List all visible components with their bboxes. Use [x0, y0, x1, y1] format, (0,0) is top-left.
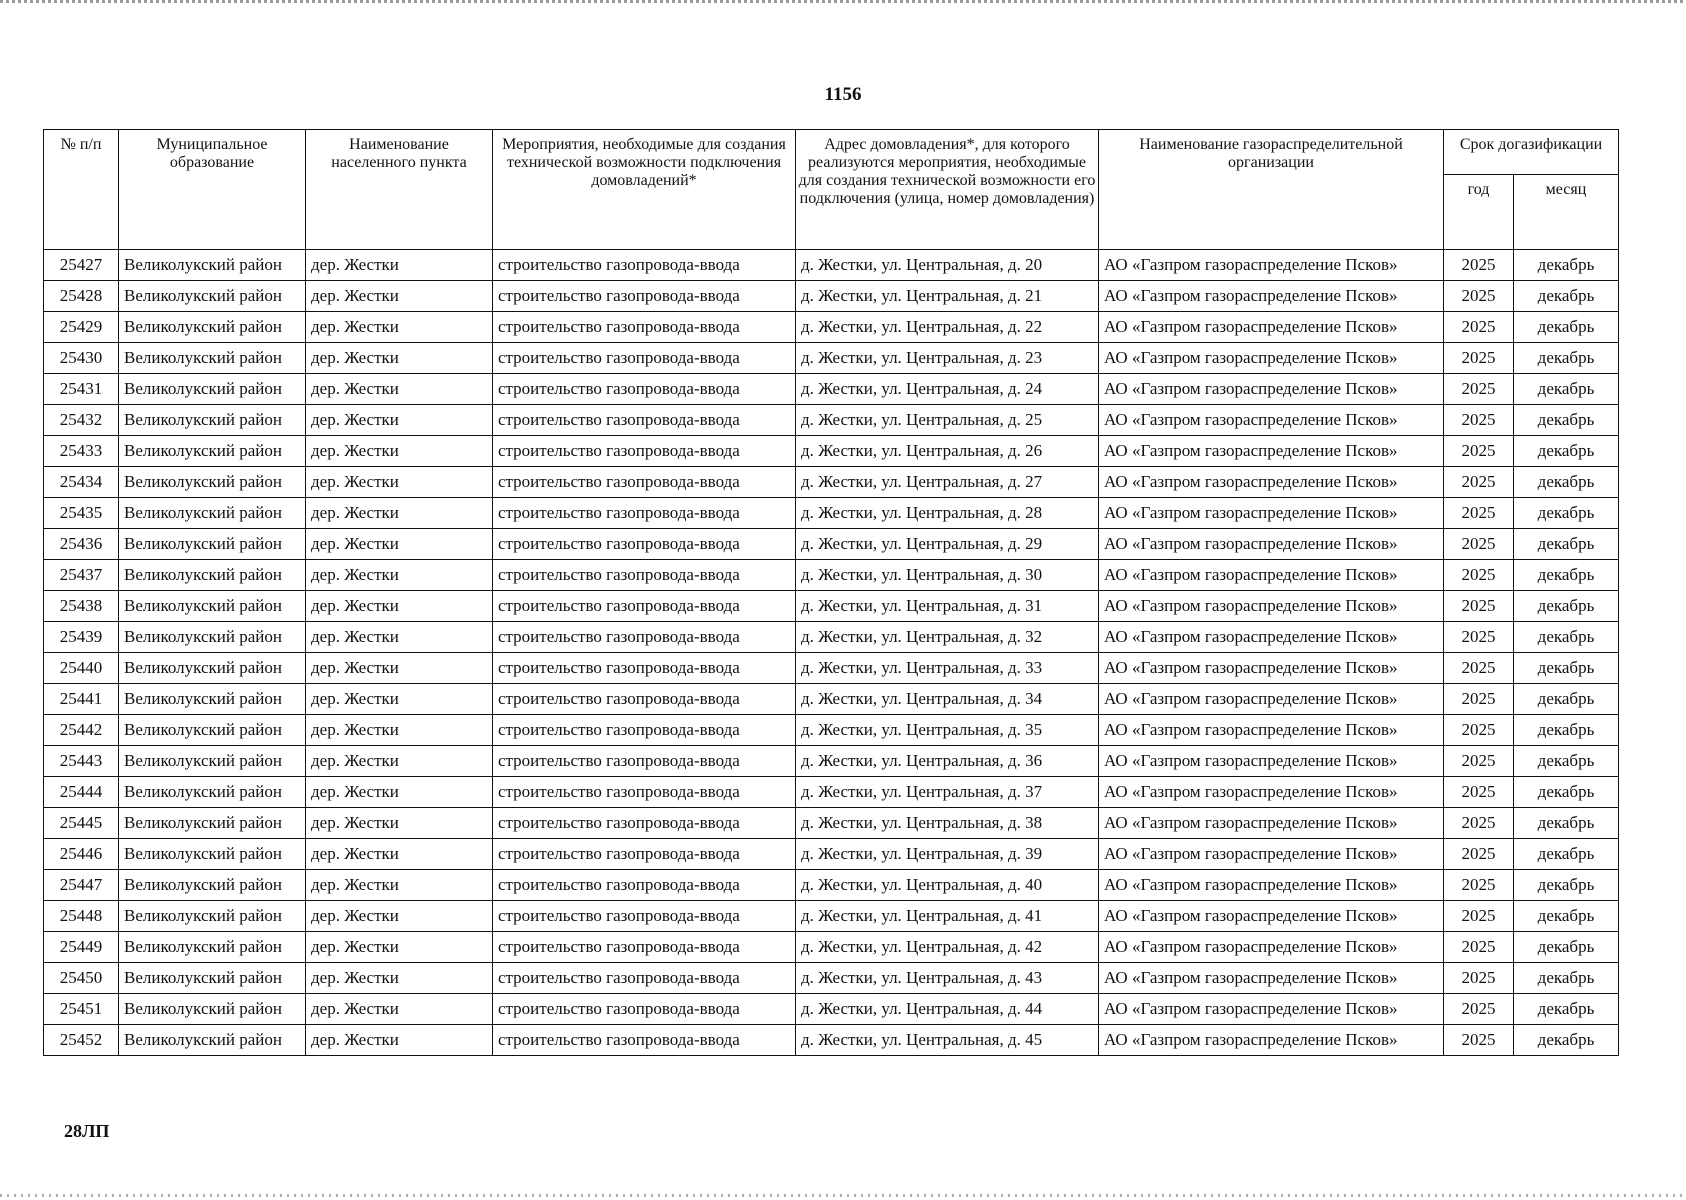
cell-settlement: дер. Жестки	[306, 529, 493, 560]
header-address: Адрес домовладения*, для которого реализуются мероприятия, необходимые для создания технической возможности его подключения (улица, номер домовладения)	[796, 130, 1099, 250]
cell-municipality: Великолукский район	[119, 746, 306, 777]
cell-municipality: Великолукский район	[119, 777, 306, 808]
table-row	[44, 405, 1619, 436]
cell-organization: АО «Газпром газораспределение Псков»	[1099, 591, 1444, 622]
cell-year: 2025	[1444, 250, 1514, 281]
cell-municipality: Великолукский район	[119, 467, 306, 498]
cell-year: 2025	[1444, 622, 1514, 653]
cell-organization: АО «Газпром газораспределение Псков»	[1099, 994, 1444, 1025]
cell-address: д. Жестки, ул. Центральная, д. 20	[796, 250, 1099, 281]
table-row	[44, 839, 1619, 870]
cell-organization: АО «Газпром газораспределение Псков»	[1099, 250, 1444, 281]
cell-year: 2025	[1444, 312, 1514, 343]
cell-num: 25428	[44, 281, 119, 312]
cell-settlement: дер. Жестки	[306, 932, 493, 963]
cell-year: 2025	[1444, 777, 1514, 808]
cell-address: д. Жестки, ул. Центральная, д. 37	[796, 777, 1099, 808]
table-row	[44, 312, 1619, 343]
cell-municipality: Великолукский район	[119, 405, 306, 436]
cell-num: 25437	[44, 560, 119, 591]
cell-month: декабрь	[1514, 932, 1619, 963]
cell-settlement: дер. Жестки	[306, 591, 493, 622]
cell-month: декабрь	[1514, 281, 1619, 312]
table-body	[44, 250, 1619, 1056]
footer-code: 28ЛП	[64, 1121, 110, 1141]
table-row	[44, 498, 1619, 529]
cell-num: 25441	[44, 684, 119, 715]
cell-year: 2025	[1444, 281, 1514, 312]
cell-measures: строительство газопровода-ввода	[493, 374, 796, 405]
cell-organization: АО «Газпром газораспределение Псков»	[1099, 932, 1444, 963]
cell-organization: АО «Газпром газораспределение Псков»	[1099, 374, 1444, 405]
cell-measures: строительство газопровода-ввода	[493, 467, 796, 498]
cell-municipality: Великолукский район	[119, 374, 306, 405]
cell-organization: АО «Газпром газораспределение Псков»	[1099, 1025, 1444, 1056]
cell-settlement: дер. Жестки	[306, 622, 493, 653]
cell-measures: строительство газопровода-ввода	[493, 777, 796, 808]
cell-month: декабрь	[1514, 901, 1619, 932]
cell-num: 25440	[44, 653, 119, 684]
cell-municipality: Великолукский район	[119, 281, 306, 312]
cell-measures: строительство газопровода-ввода	[493, 839, 796, 870]
table-row	[44, 901, 1619, 932]
cell-settlement: дер. Жестки	[306, 839, 493, 870]
cell-address: д. Жестки, ул. Центральная, д. 21	[796, 281, 1099, 312]
cell-measures: строительство газопровода-ввода	[493, 343, 796, 374]
cell-address: д. Жестки, ул. Центральная, д. 35	[796, 715, 1099, 746]
cell-organization: АО «Газпром газораспределение Псков»	[1099, 684, 1444, 715]
cell-num: 25447	[44, 870, 119, 901]
cell-address: д. Жестки, ул. Центральная, д. 45	[796, 1025, 1099, 1056]
cell-address: д. Жестки, ул. Центральная, д. 23	[796, 343, 1099, 374]
cell-address: д. Жестки, ул. Центральная, д. 29	[796, 529, 1099, 560]
cell-settlement: дер. Жестки	[306, 250, 493, 281]
cell-year: 2025	[1444, 405, 1514, 436]
cell-year: 2025	[1444, 436, 1514, 467]
cell-month: декабрь	[1514, 250, 1619, 281]
table-row	[44, 467, 1619, 498]
cell-month: декабрь	[1514, 994, 1619, 1025]
cell-municipality: Великолукский район	[119, 529, 306, 560]
cell-settlement: дер. Жестки	[306, 963, 493, 994]
cell-organization: АО «Газпром газораспределение Псков»	[1099, 653, 1444, 684]
cell-address: д. Жестки, ул. Центральная, д. 38	[796, 808, 1099, 839]
scan-edge-top	[0, 0, 1686, 3]
cell-year: 2025	[1444, 963, 1514, 994]
cell-num: 25430	[44, 343, 119, 374]
cell-organization: АО «Газпром газораспределение Псков»	[1099, 343, 1444, 374]
cell-measures: строительство газопровода-ввода	[493, 1025, 796, 1056]
cell-settlement: дер. Жестки	[306, 901, 493, 932]
cell-measures: строительство газопровода-ввода	[493, 281, 796, 312]
cell-month: декабрь	[1514, 560, 1619, 591]
cell-address: д. Жестки, ул. Центральная, д. 31	[796, 591, 1099, 622]
cell-measures: строительство газопровода-ввода	[493, 405, 796, 436]
cell-num: 25427	[44, 250, 119, 281]
cell-measures: строительство газопровода-ввода	[493, 436, 796, 467]
cell-measures: строительство газопровода-ввода	[493, 498, 796, 529]
cell-municipality: Великолукский район	[119, 808, 306, 839]
table-row	[44, 560, 1619, 591]
cell-address: д. Жестки, ул. Центральная, д. 39	[796, 839, 1099, 870]
cell-settlement: дер. Жестки	[306, 1025, 493, 1056]
cell-month: декабрь	[1514, 591, 1619, 622]
cell-address: д. Жестки, ул. Центральная, д. 22	[796, 312, 1099, 343]
cell-organization: АО «Газпром газораспределение Псков»	[1099, 715, 1444, 746]
cell-address: д. Жестки, ул. Центральная, д. 44	[796, 994, 1099, 1025]
cell-month: декабрь	[1514, 653, 1619, 684]
cell-municipality: Великолукский район	[119, 591, 306, 622]
cell-year: 2025	[1444, 994, 1514, 1025]
header-deadline: Срок догазификации	[1444, 130, 1619, 175]
cell-municipality: Великолукский район	[119, 436, 306, 467]
cell-address: д. Жестки, ул. Центральная, д. 43	[796, 963, 1099, 994]
cell-address: д. Жестки, ул. Центральная, д. 26	[796, 436, 1099, 467]
cell-year: 2025	[1444, 839, 1514, 870]
cell-num: 25448	[44, 901, 119, 932]
cell-year: 2025	[1444, 684, 1514, 715]
cell-measures: строительство газопровода-ввода	[493, 250, 796, 281]
cell-organization: АО «Газпром газораспределение Псков»	[1099, 622, 1444, 653]
cell-municipality: Великолукский район	[119, 963, 306, 994]
cell-month: декабрь	[1514, 839, 1619, 870]
cell-year: 2025	[1444, 932, 1514, 963]
table-row	[44, 343, 1619, 374]
cell-measures: строительство газопровода-ввода	[493, 870, 796, 901]
cell-organization: АО «Газпром газораспределение Псков»	[1099, 870, 1444, 901]
cell-measures: строительство газопровода-ввода	[493, 901, 796, 932]
cell-month: декабрь	[1514, 374, 1619, 405]
cell-num: 25438	[44, 591, 119, 622]
cell-organization: АО «Газпром газораспределение Псков»	[1099, 746, 1444, 777]
cell-num: 25444	[44, 777, 119, 808]
cell-municipality: Великолукский район	[119, 343, 306, 374]
cell-month: декабрь	[1514, 312, 1619, 343]
cell-year: 2025	[1444, 653, 1514, 684]
cell-municipality: Великолукский район	[119, 901, 306, 932]
cell-settlement: дер. Жестки	[306, 467, 493, 498]
header-num: № п/п	[44, 130, 119, 250]
cell-address: д. Жестки, ул. Центральная, д. 30	[796, 560, 1099, 591]
cell-num: 25442	[44, 715, 119, 746]
cell-address: д. Жестки, ул. Центральная, д. 40	[796, 870, 1099, 901]
gasification-table	[43, 129, 1619, 1056]
cell-settlement: дер. Жестки	[306, 746, 493, 777]
cell-municipality: Великолукский район	[119, 839, 306, 870]
cell-measures: строительство газопровода-ввода	[493, 560, 796, 591]
table-row	[44, 622, 1619, 653]
table-row	[44, 994, 1619, 1025]
cell-address: д. Жестки, ул. Центральная, д. 27	[796, 467, 1099, 498]
cell-settlement: дер. Жестки	[306, 777, 493, 808]
cell-month: декабрь	[1514, 808, 1619, 839]
table-row	[44, 715, 1619, 746]
cell-municipality: Великолукский район	[119, 932, 306, 963]
cell-organization: АО «Газпром газораспределение Псков»	[1099, 405, 1444, 436]
header-year: год	[1444, 175, 1514, 250]
cell-organization: АО «Газпром газораспределение Псков»	[1099, 901, 1444, 932]
cell-address: д. Жестки, ул. Центральная, д. 41	[796, 901, 1099, 932]
cell-month: декабрь	[1514, 870, 1619, 901]
table-row	[44, 281, 1619, 312]
cell-month: декабрь	[1514, 343, 1619, 374]
cell-settlement: дер. Жестки	[306, 343, 493, 374]
header-municipality: Муниципальное образование	[119, 130, 306, 250]
cell-address: д. Жестки, ул. Центральная, д. 28	[796, 498, 1099, 529]
table-row	[44, 963, 1619, 994]
table-row	[44, 374, 1619, 405]
cell-organization: АО «Газпром газораспределение Псков»	[1099, 963, 1444, 994]
cell-year: 2025	[1444, 591, 1514, 622]
cell-organization: АО «Газпром газораспределение Псков»	[1099, 560, 1444, 591]
cell-address: д. Жестки, ул. Центральная, д. 32	[796, 622, 1099, 653]
cell-month: декабрь	[1514, 498, 1619, 529]
cell-settlement: дер. Жестки	[306, 374, 493, 405]
cell-month: декабрь	[1514, 436, 1619, 467]
cell-address: д. Жестки, ул. Центральная, д. 36	[796, 746, 1099, 777]
header-month: месяц	[1514, 175, 1619, 250]
table-row	[44, 1025, 1619, 1056]
cell-measures: строительство газопровода-ввода	[493, 715, 796, 746]
cell-num: 25445	[44, 808, 119, 839]
header-measures: Мероприятия, необходимые для создания технической возможности подключения домовладений*	[493, 130, 796, 250]
cell-month: декабрь	[1514, 715, 1619, 746]
cell-month: декабрь	[1514, 1025, 1619, 1056]
table-row	[44, 746, 1619, 777]
cell-settlement: дер. Жестки	[306, 312, 493, 343]
table-row	[44, 932, 1619, 963]
cell-measures: строительство газопровода-ввода	[493, 312, 796, 343]
cell-municipality: Великолукский район	[119, 994, 306, 1025]
cell-month: декабрь	[1514, 529, 1619, 560]
cell-measures: строительство газопровода-ввода	[493, 932, 796, 963]
cell-municipality: Великолукский район	[119, 312, 306, 343]
page-number: 1156	[824, 84, 862, 105]
cell-organization: АО «Газпром газораспределение Псков»	[1099, 777, 1444, 808]
table-header	[44, 130, 1619, 250]
table-row	[44, 436, 1619, 467]
table-row	[44, 777, 1619, 808]
cell-year: 2025	[1444, 1025, 1514, 1056]
cell-address: д. Жестки, ул. Центральная, д. 42	[796, 932, 1099, 963]
cell-year: 2025	[1444, 870, 1514, 901]
cell-num: 25432	[44, 405, 119, 436]
cell-organization: АО «Газпром газораспределение Псков»	[1099, 808, 1444, 839]
cell-year: 2025	[1444, 374, 1514, 405]
cell-settlement: дер. Жестки	[306, 498, 493, 529]
cell-settlement: дер. Жестки	[306, 281, 493, 312]
cell-settlement: дер. Жестки	[306, 808, 493, 839]
cell-month: декабрь	[1514, 405, 1619, 436]
cell-num: 25431	[44, 374, 119, 405]
cell-measures: строительство газопровода-ввода	[493, 746, 796, 777]
table-row	[44, 591, 1619, 622]
cell-address: д. Жестки, ул. Центральная, д. 24	[796, 374, 1099, 405]
cell-year: 2025	[1444, 560, 1514, 591]
cell-num: 25433	[44, 436, 119, 467]
cell-organization: АО «Газпром газораспределение Псков»	[1099, 529, 1444, 560]
cell-municipality: Великолукский район	[119, 622, 306, 653]
cell-municipality: Великолукский район	[119, 684, 306, 715]
cell-measures: строительство газопровода-ввода	[493, 684, 796, 715]
cell-settlement: дер. Жестки	[306, 994, 493, 1025]
cell-month: декабрь	[1514, 622, 1619, 653]
cell-municipality: Великолукский район	[119, 250, 306, 281]
cell-measures: строительство газопровода-ввода	[493, 808, 796, 839]
cell-address: д. Жестки, ул. Центральная, д. 34	[796, 684, 1099, 715]
cell-month: декабрь	[1514, 684, 1619, 715]
cell-settlement: дер. Жестки	[306, 560, 493, 591]
cell-num: 25443	[44, 746, 119, 777]
cell-measures: строительство газопровода-ввода	[493, 591, 796, 622]
cell-organization: АО «Газпром газораспределение Псков»	[1099, 467, 1444, 498]
table-row	[44, 684, 1619, 715]
cell-organization: АО «Газпром газораспределение Псков»	[1099, 839, 1444, 870]
cell-settlement: дер. Жестки	[306, 870, 493, 901]
cell-organization: АО «Газпром газораспределение Псков»	[1099, 498, 1444, 529]
cell-month: декабрь	[1514, 777, 1619, 808]
table-row	[44, 250, 1619, 281]
cell-measures: строительство газопровода-ввода	[493, 653, 796, 684]
cell-settlement: дер. Жестки	[306, 715, 493, 746]
cell-year: 2025	[1444, 808, 1514, 839]
cell-month: декабрь	[1514, 467, 1619, 498]
cell-settlement: дер. Жестки	[306, 405, 493, 436]
cell-num: 25450	[44, 963, 119, 994]
scan-edge-bottom	[0, 1194, 1686, 1197]
cell-organization: АО «Газпром газораспределение Псков»	[1099, 312, 1444, 343]
cell-year: 2025	[1444, 901, 1514, 932]
table-row	[44, 808, 1619, 839]
cell-measures: строительство газопровода-ввода	[493, 529, 796, 560]
cell-municipality: Великолукский район	[119, 870, 306, 901]
cell-measures: строительство газопровода-ввода	[493, 994, 796, 1025]
cell-measures: строительство газопровода-ввода	[493, 622, 796, 653]
cell-num: 25452	[44, 1025, 119, 1056]
cell-year: 2025	[1444, 467, 1514, 498]
cell-year: 2025	[1444, 715, 1514, 746]
cell-municipality: Великолукский район	[119, 498, 306, 529]
cell-num: 25435	[44, 498, 119, 529]
cell-measures: строительство газопровода-ввода	[493, 963, 796, 994]
cell-municipality: Великолукский район	[119, 653, 306, 684]
cell-municipality: Великолукский район	[119, 715, 306, 746]
cell-num: 25449	[44, 932, 119, 963]
cell-organization: АО «Газпром газораспределение Псков»	[1099, 436, 1444, 467]
table-row	[44, 870, 1619, 901]
cell-year: 2025	[1444, 746, 1514, 777]
cell-num: 25434	[44, 467, 119, 498]
cell-address: д. Жестки, ул. Центральная, д. 25	[796, 405, 1099, 436]
cell-month: декабрь	[1514, 963, 1619, 994]
cell-num: 25451	[44, 994, 119, 1025]
cell-num: 25439	[44, 622, 119, 653]
cell-year: 2025	[1444, 529, 1514, 560]
cell-organization: АО «Газпром газораспределение Псков»	[1099, 281, 1444, 312]
cell-num: 25436	[44, 529, 119, 560]
cell-municipality: Великолукский район	[119, 560, 306, 591]
cell-month: декабрь	[1514, 746, 1619, 777]
cell-municipality: Великолукский район	[119, 1025, 306, 1056]
header-settlement: Наименование населенного пункта	[306, 130, 493, 250]
header-organization: Наименование газораспределительной организации	[1099, 130, 1444, 250]
cell-num: 25446	[44, 839, 119, 870]
cell-address: д. Жестки, ул. Центральная, д. 33	[796, 653, 1099, 684]
cell-settlement: дер. Жестки	[306, 653, 493, 684]
gasification-table-wrapper	[43, 129, 1618, 1056]
table-row	[44, 653, 1619, 684]
cell-settlement: дер. Жестки	[306, 436, 493, 467]
table-row	[44, 529, 1619, 560]
cell-year: 2025	[1444, 498, 1514, 529]
cell-year: 2025	[1444, 343, 1514, 374]
cell-num: 25429	[44, 312, 119, 343]
cell-settlement: дер. Жестки	[306, 684, 493, 715]
